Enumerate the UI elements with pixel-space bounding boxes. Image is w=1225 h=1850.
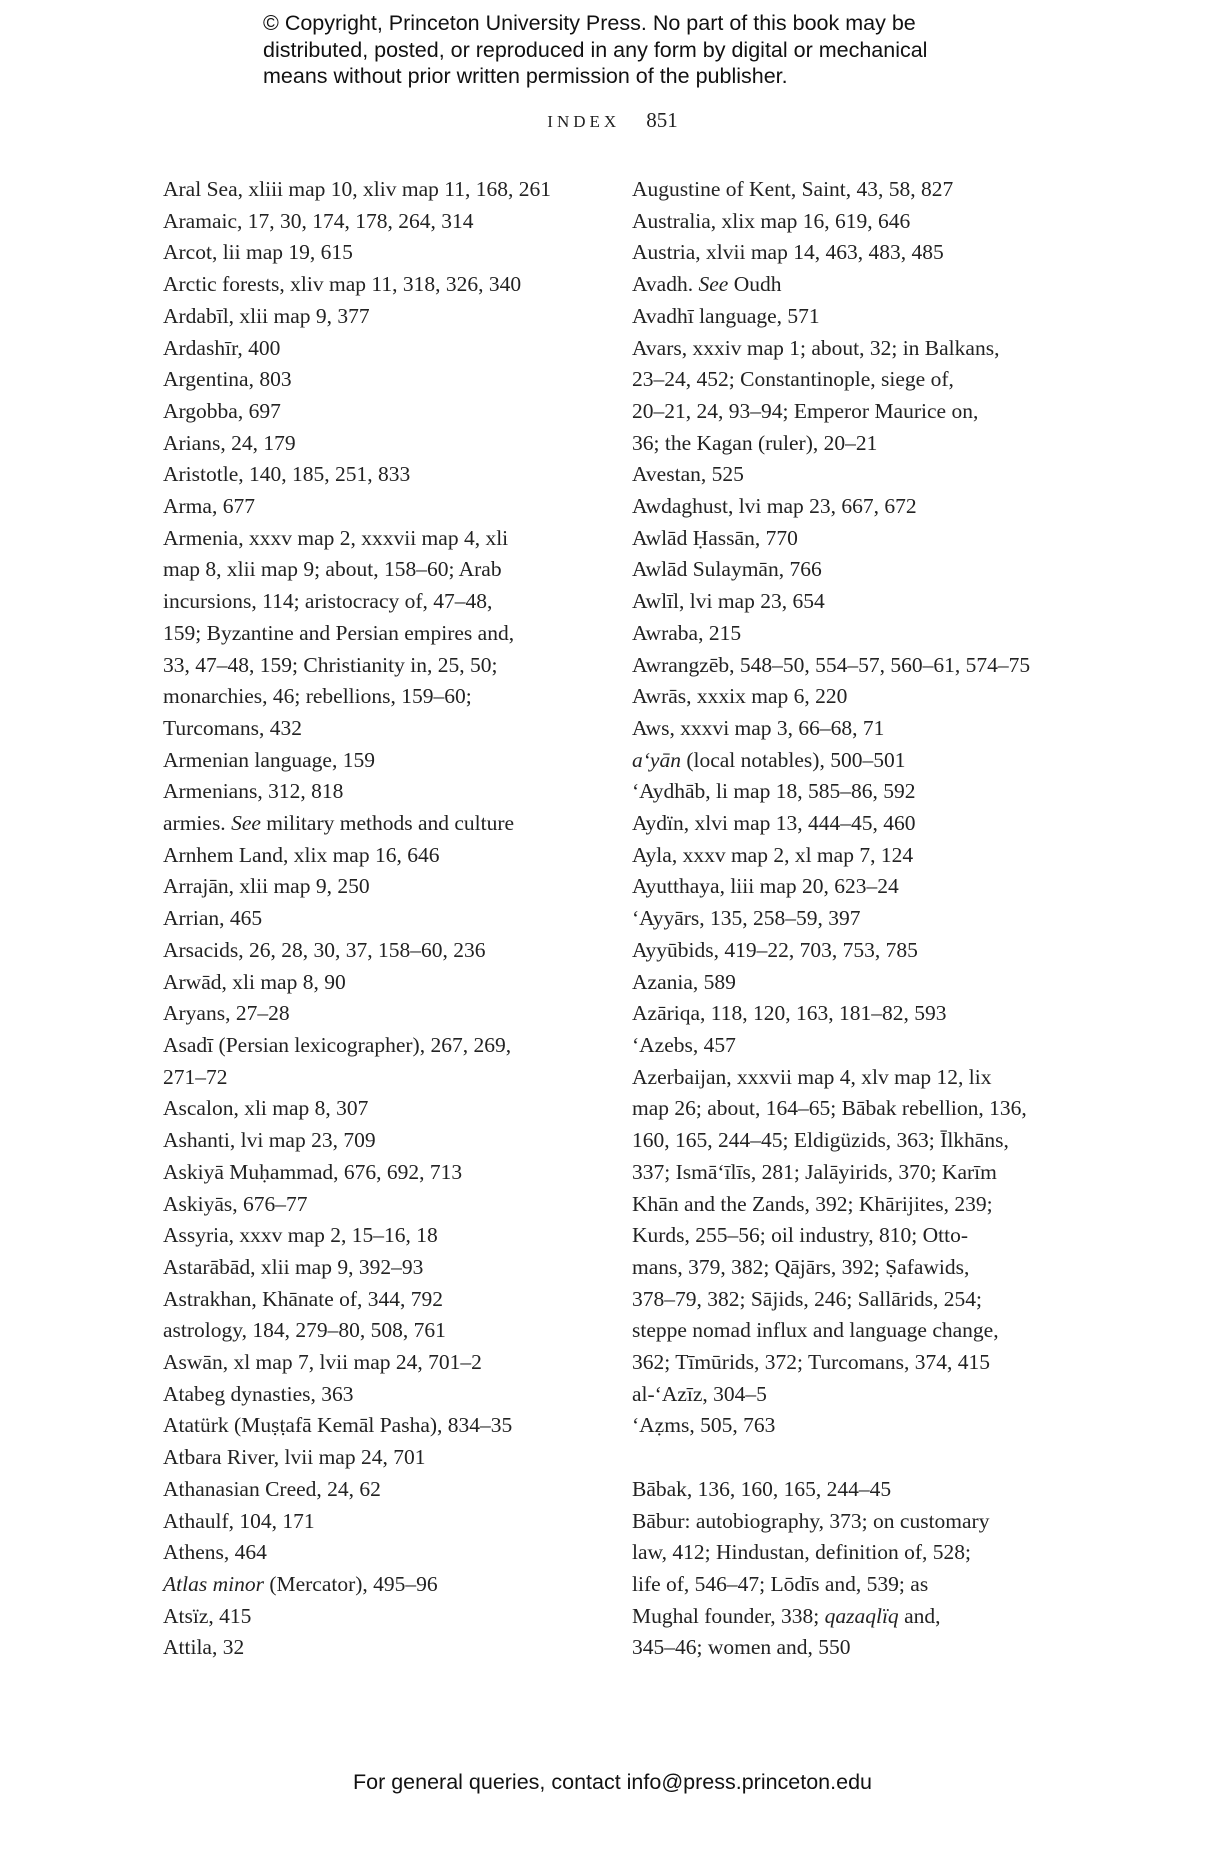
entry-continuation: incursions, 114; aristocracy of, 47–48, (163, 589, 493, 614)
entry-continuation: 20–21, 24, 93–94; Emperor Maurice on, (632, 398, 979, 423)
page-number: 851 (646, 108, 678, 132)
entry-continuation: 33, 47–48, 159; Christianity in, 25, 50; (163, 652, 498, 677)
index-entry (163, 333, 593, 365)
copyright-notice (263, 10, 1023, 90)
entry-text: Arcot, lii map 19, 615 (163, 240, 353, 265)
index-entry (163, 428, 593, 460)
index-entry (632, 871, 1062, 903)
entry-continuation: 345–46; women and, 550 (632, 1635, 851, 1660)
entry-continuation: life of, 546–47; Lōdīs and, 539; as (632, 1571, 929, 1596)
entry-text: Australia, xlix map 16, 619, 646 (632, 208, 911, 233)
entry-continuation: 378–79, 382; Sājids, 246; Sallārids, 254; (632, 1286, 982, 1311)
index-entry (163, 967, 593, 999)
index-entry (163, 1315, 593, 1347)
index-column-right (632, 174, 1062, 1664)
index-entry (163, 840, 593, 872)
index-entry (163, 1506, 593, 1538)
running-head-label: INDEX (547, 112, 621, 131)
index-entry (163, 1347, 593, 1379)
entry-text: ‘Azebs, 457 (632, 1032, 736, 1057)
entry-continuation: steppe nomad influx and language change, (632, 1318, 999, 1343)
entry-text: Armenia, xxxv map 2, xxxvii map 4, xli (163, 525, 509, 550)
index-entry (163, 998, 593, 1030)
index-entry (163, 364, 593, 396)
footer-contact: For general queries, contact info@press.princeton.edu (352, 1770, 872, 1794)
entry-text: Arsacids, 26, 28, 30, 37, 158–60, 236 (163, 937, 486, 962)
index-entry (163, 174, 593, 206)
entry-text: Awlīl, lvi map 23, 654 (632, 589, 825, 614)
entry-text: Arwād, xli map 8, 90 (163, 969, 346, 994)
entry-text: Bābak, 136, 160, 165, 244–45 (632, 1476, 892, 1501)
index-entry (163, 206, 593, 238)
entry-text: Atatürk (Muṣṭafā Kemāl Pasha), 834–35 (163, 1413, 513, 1438)
index-entry (163, 269, 593, 301)
entry-text: Askiyās, 676–77 (163, 1191, 308, 1216)
index-entry (163, 491, 593, 523)
entry-text: Atsïz, 415 (163, 1603, 252, 1628)
entry-text: Aramaic, 17, 30, 174, 178, 264, 314 (163, 208, 474, 233)
entry-text: Arnhem Land, xlix map 16, 646 (163, 842, 440, 867)
entry-text: al-‘Azīz, 304–5 (632, 1381, 767, 1406)
index-entry (163, 1410, 593, 1442)
entry-continuation: 271–72 (163, 1064, 228, 1089)
entry-text: Awraba, 215 (632, 620, 742, 645)
entry-text: Argentina, 803 (163, 367, 292, 392)
index-entry (632, 523, 1062, 555)
running-head (0, 108, 1225, 133)
entry-text: Azania, 589 (632, 969, 736, 994)
index-entry (163, 1030, 593, 1093)
entry-text: Austria, xlvii map 14, 463, 483, 485 (632, 240, 944, 265)
entry-continuation: Khān and the Zands, 392; Khārijites, 239; (632, 1191, 993, 1216)
entry-text: Askiyā Muḥammad, 676, 692, 713 (163, 1159, 463, 1184)
entry-text: Augustine of Kent, Saint, 43, 58, 827 (632, 177, 954, 201)
index-entry (632, 967, 1062, 999)
index-entry (163, 903, 593, 935)
index-entry (632, 935, 1062, 967)
index-entry (632, 586, 1062, 618)
entry-italic-term: a‘yān (632, 747, 681, 772)
entry-continuation: 159; Byzantine and Persian empires and, (163, 620, 515, 645)
entry-text: ‘Aydhāb, li map 18, 585–86, 592 (632, 779, 916, 804)
entry-text: Asadī (Persian lexicographer), 267, 269, (163, 1032, 512, 1057)
index-entry (632, 237, 1062, 269)
entry-continuation: 160, 165, 244–45; Eldigüzids, 363; Īlkhāns, (632, 1128, 1009, 1153)
entry-continuation: Turcomans, 432 (163, 715, 302, 740)
entry-continuation: 362; Tīmūrids, 372; Turcomans, 374, 415 (632, 1350, 990, 1375)
index-entry (632, 776, 1062, 808)
entry-text: Ardashīr, 400 (163, 335, 281, 360)
index-entry (163, 396, 593, 428)
entry-text: Arrajān, xlii map 9, 250 (163, 874, 370, 899)
index-entry (163, 935, 593, 967)
entry-italic-term: Atlas minor (163, 1571, 264, 1596)
letter-group-gap (632, 1442, 1062, 1474)
entry-text: Ayutthaya, liii map 20, 623–24 (632, 874, 899, 899)
entry-text: Awlād Sulaymān, 766 (632, 557, 822, 582)
index-entry (163, 1220, 593, 1252)
entry-text: Ashanti, lvi map 23, 709 (163, 1128, 376, 1153)
index-entry (632, 1410, 1062, 1442)
index-entry (632, 333, 1062, 460)
index-entry (632, 713, 1062, 745)
entry-text: Avestan, 525 (632, 462, 744, 487)
entry-continuation: Mughal founder, 338; qazaqlïq and, (632, 1603, 941, 1628)
entry-text: Astarābād, xlii map 9, 392–93 (163, 1254, 424, 1279)
index-entry (163, 1284, 593, 1316)
entry-text: Aristotle, 140, 185, 251, 833 (163, 462, 411, 487)
entry-text: Astrakhan, Khānate of, 344, 792 (163, 1286, 444, 1311)
entry-continuation: map 8, xlii map 9; about, 158–60; Arab (163, 557, 502, 582)
entry-text: Athaulf, 104, 171 (163, 1508, 315, 1533)
index-entry (632, 903, 1062, 935)
index-entry (163, 459, 593, 491)
index-entry (163, 1093, 593, 1125)
entry-text: Avadhī language, 571 (632, 303, 820, 328)
entry-continuation: 36; the Kagan (ruler), 20–21 (632, 430, 878, 455)
index-entry (632, 618, 1062, 650)
index-entry (163, 1537, 593, 1569)
copyright-line: means without prior written permission of the publisher. (263, 64, 788, 88)
index-entry (632, 554, 1062, 586)
index-entry (163, 1379, 593, 1411)
entry-text: Arrian, 465 (163, 906, 263, 931)
entry-text: Awlād Ḥassān, 770 (632, 525, 798, 550)
index-entry (632, 1506, 1062, 1665)
entry-text: Attila, 32 (163, 1635, 245, 1660)
entry-continuation: monarchies, 46; rebellions, 159–60; (163, 684, 472, 709)
entry-italic-term: See (231, 811, 261, 836)
index-entry: a‘yān (local notables), 500–501 (632, 747, 906, 772)
index-entry (632, 491, 1062, 523)
entry-text: ‘Aẓms, 505, 763 (632, 1413, 776, 1438)
index-entry (163, 1125, 593, 1157)
entry-text: Assyria, xxxv map 2, 15–16, 18 (163, 1223, 438, 1248)
entry-text: Aydïn, xlvi map 13, 444–45, 460 (632, 811, 916, 836)
entry-continuation: Kurds, 255–56; oil industry, 810; Otto- (632, 1223, 969, 1248)
index-entry (632, 1379, 1062, 1411)
entry-text: Aryans, 27–28 (163, 1001, 290, 1026)
entry-text: Bābur: autobiography, 373; on customary (632, 1508, 990, 1533)
index-entry (163, 1601, 593, 1633)
entry-text: Awrangzēb, 548–50, 554–57, 560–61, 574–75 (632, 652, 1031, 677)
index-entry (632, 301, 1062, 333)
entry-continuation: map 26; about, 164–65; Bābak rebellion, 136, (632, 1096, 1027, 1121)
index-entry (632, 998, 1062, 1030)
index-entry (632, 681, 1062, 713)
index-entry (632, 1062, 1062, 1379)
entry-text: Arctic forests, xliv map 11, 318, 326, 340 (163, 272, 522, 297)
index-entry (163, 237, 593, 269)
index-entry (163, 1157, 593, 1189)
entry-text: Ayyūbids, 419–22, 703, 753, 785 (632, 937, 918, 962)
entry-continuation: law, 412; Hindustan, definition of, 528; (632, 1540, 971, 1565)
index-entry: armies. See military methods and culture (163, 811, 515, 836)
entry-text: Awrās, xxxix map 6, 220 (632, 684, 848, 709)
entry-text: Ayla, xxxv map 2, xl map 7, 124 (632, 842, 914, 867)
index-entry (632, 174, 1062, 206)
entry-text: Aws, xxxvi map 3, 66–68, 71 (632, 715, 885, 740)
index-entry (163, 871, 593, 903)
entry-text: Armenian language, 159 (163, 747, 375, 772)
index-entry (163, 1442, 593, 1474)
index-entry (163, 745, 593, 777)
entry-text: Azerbaijan, xxxvii map 4, xlv map 12, lix (632, 1064, 992, 1089)
entry-text: astrology, 184, 279–80, 508, 761 (163, 1318, 446, 1343)
index-entry (163, 1632, 593, 1664)
entry-text: Atabeg dynasties, 363 (163, 1381, 354, 1406)
entry-text: Arma, 677 (163, 494, 255, 519)
index-entry (163, 523, 593, 745)
index-entry (632, 1030, 1062, 1062)
entry-text: Armenians, 312, 818 (163, 779, 344, 804)
index-entry (163, 776, 593, 808)
entry-continuation: 23–24, 452; Constantinople, siege of, (632, 367, 954, 392)
entry-text: Ardabīl, xlii map 9, 377 (163, 303, 370, 328)
index-entry: Avadh. See Oudh (632, 272, 782, 297)
entry-continuation: 337; Ismā‘īlīs, 281; Jalāyirids, 370; Karīm (632, 1159, 997, 1184)
index-entry: Atlas minor (Mercator), 495–96 (163, 1571, 438, 1596)
entry-text: Avars, xxxiv map 1; about, 32; in Balkans, (632, 335, 1000, 360)
index-entry (163, 1252, 593, 1284)
entry-text: Aswān, xl map 7, lvii map 24, 701–2 (163, 1350, 482, 1375)
index-entry (163, 1474, 593, 1506)
index-entry (163, 1189, 593, 1221)
index-entry (632, 840, 1062, 872)
index-entry (632, 206, 1062, 238)
entry-italic-term: See (698, 272, 729, 297)
entry-text: Athens, 464 (163, 1540, 267, 1565)
index-entry (632, 808, 1062, 840)
entry-text: Ascalon, xli map 8, 307 (163, 1096, 369, 1121)
entry-text: Arians, 24, 179 (163, 430, 296, 455)
index-entry (632, 1474, 1062, 1506)
entry-text: ‘Ayyārs, 135, 258–59, 397 (632, 906, 861, 931)
entry-text: Athanasian Creed, 24, 62 (163, 1476, 381, 1501)
entry-text: Argobba, 697 (163, 398, 281, 423)
entry-continuation: mans, 379, 382; Qājārs, 392; Ṣafawids, (632, 1254, 970, 1279)
entry-text: Azāriqa, 118, 120, 163, 181–82, 593 (632, 1001, 947, 1026)
copyright-line: © Copyright, Princeton University Press. No part of this book may be (263, 11, 916, 35)
index-column-left (163, 174, 593, 1664)
entry-text: Aral Sea, xliii map 10, xliv map 11, 168, 261 (163, 177, 551, 201)
index-entry (632, 650, 1062, 682)
entry-text: Atbara River, lvii map 24, 701 (163, 1445, 426, 1470)
copyright-line: distributed, posted, or reproduced in any form by digital or mechanical (263, 37, 928, 62)
index-entry (163, 301, 593, 333)
index-entry (632, 459, 1062, 491)
entry-text: Awdaghust, lvi map 23, 667, 672 (632, 494, 917, 519)
entry-italic-term: qazaqlïq (824, 1603, 899, 1628)
